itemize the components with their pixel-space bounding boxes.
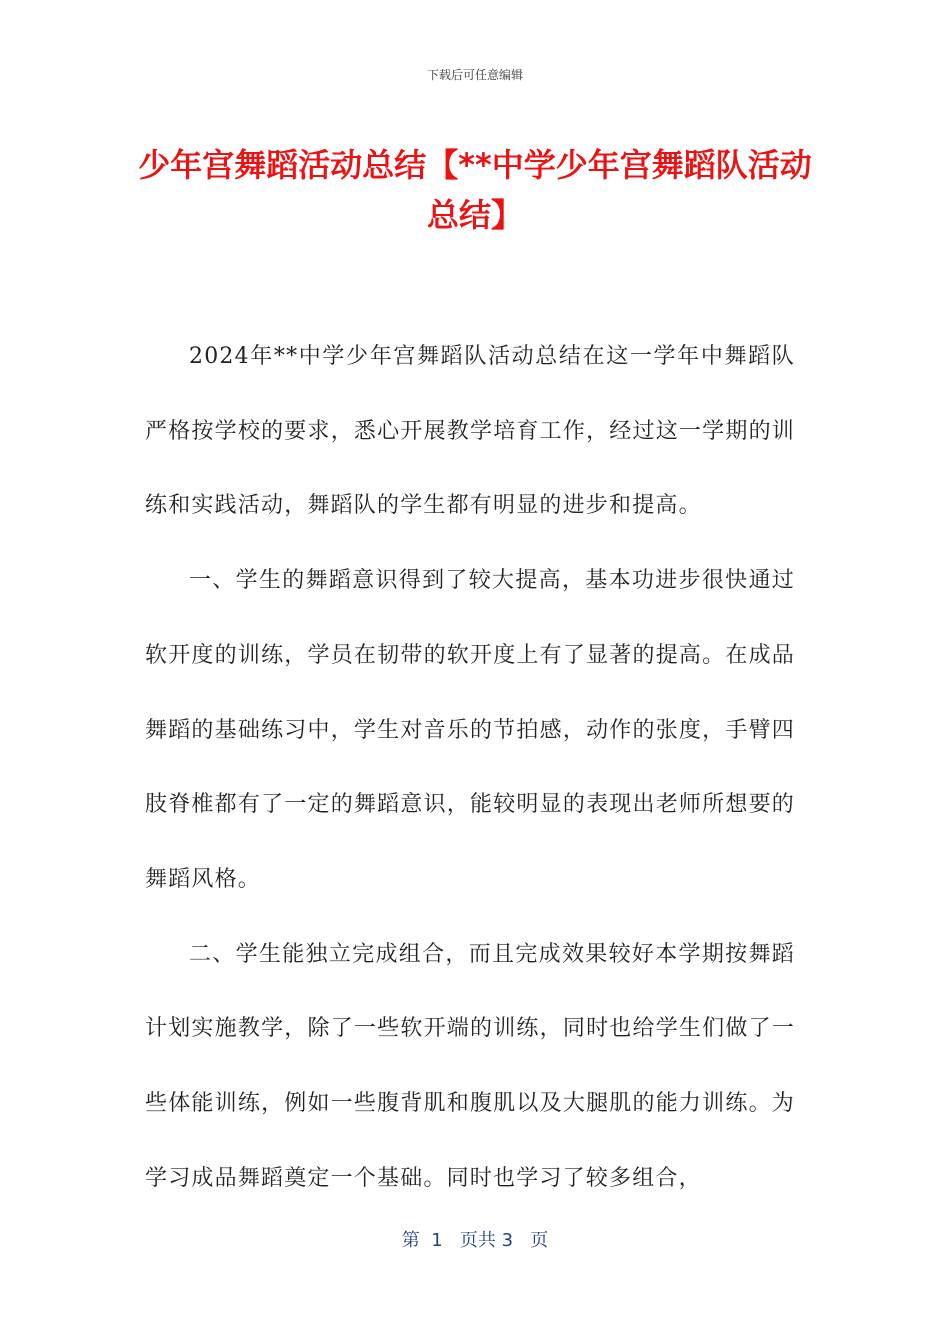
paragraph-section-one: 一、学生的舞蹈意识得到了较大提高，基本功进步很快通过软开度的训练，学员在韧带的软开度上有了显著的提高。在成品舞蹈的基础练习中，学生对音乐的节拍感，动作的张度，手臂四肢脊椎都有了一定的舞蹈意识，能较明显的表现出老师所想要的舞蹈风格。 xyxy=(145,568,795,892)
paragraph-section-two: 二、学生能独立完成组合，而且完成效果较好本学期按舞蹈计划实施教学，除了一些软开端的训练，同时也给学生们做了一些体能训练，例如一些腹背肌和腹肌以及大腿肌的能力训练。为学习成品舞蹈奠定一个基础。同时也学习了较多组合， xyxy=(145,941,795,1191)
header-note: 下载后可任意编辑 xyxy=(426,68,523,82)
document-title: 少年宫舞蹈活动总结【**中学少年宫舞蹈队活动总结】 xyxy=(138,146,812,234)
paragraph-intro: 2024年**中学少年宫舞蹈队活动总结在这一学年中舞蹈队严格按学校的要求，悉心开展教学培育工作，经过这一学期的训练和实践活动，舞蹈队的学生都有明显的进步和提高。 xyxy=(145,344,795,519)
document-body xyxy=(145,320,795,1216)
page-number-footer: 第 1 页共 3 页 xyxy=(401,1230,549,1251)
